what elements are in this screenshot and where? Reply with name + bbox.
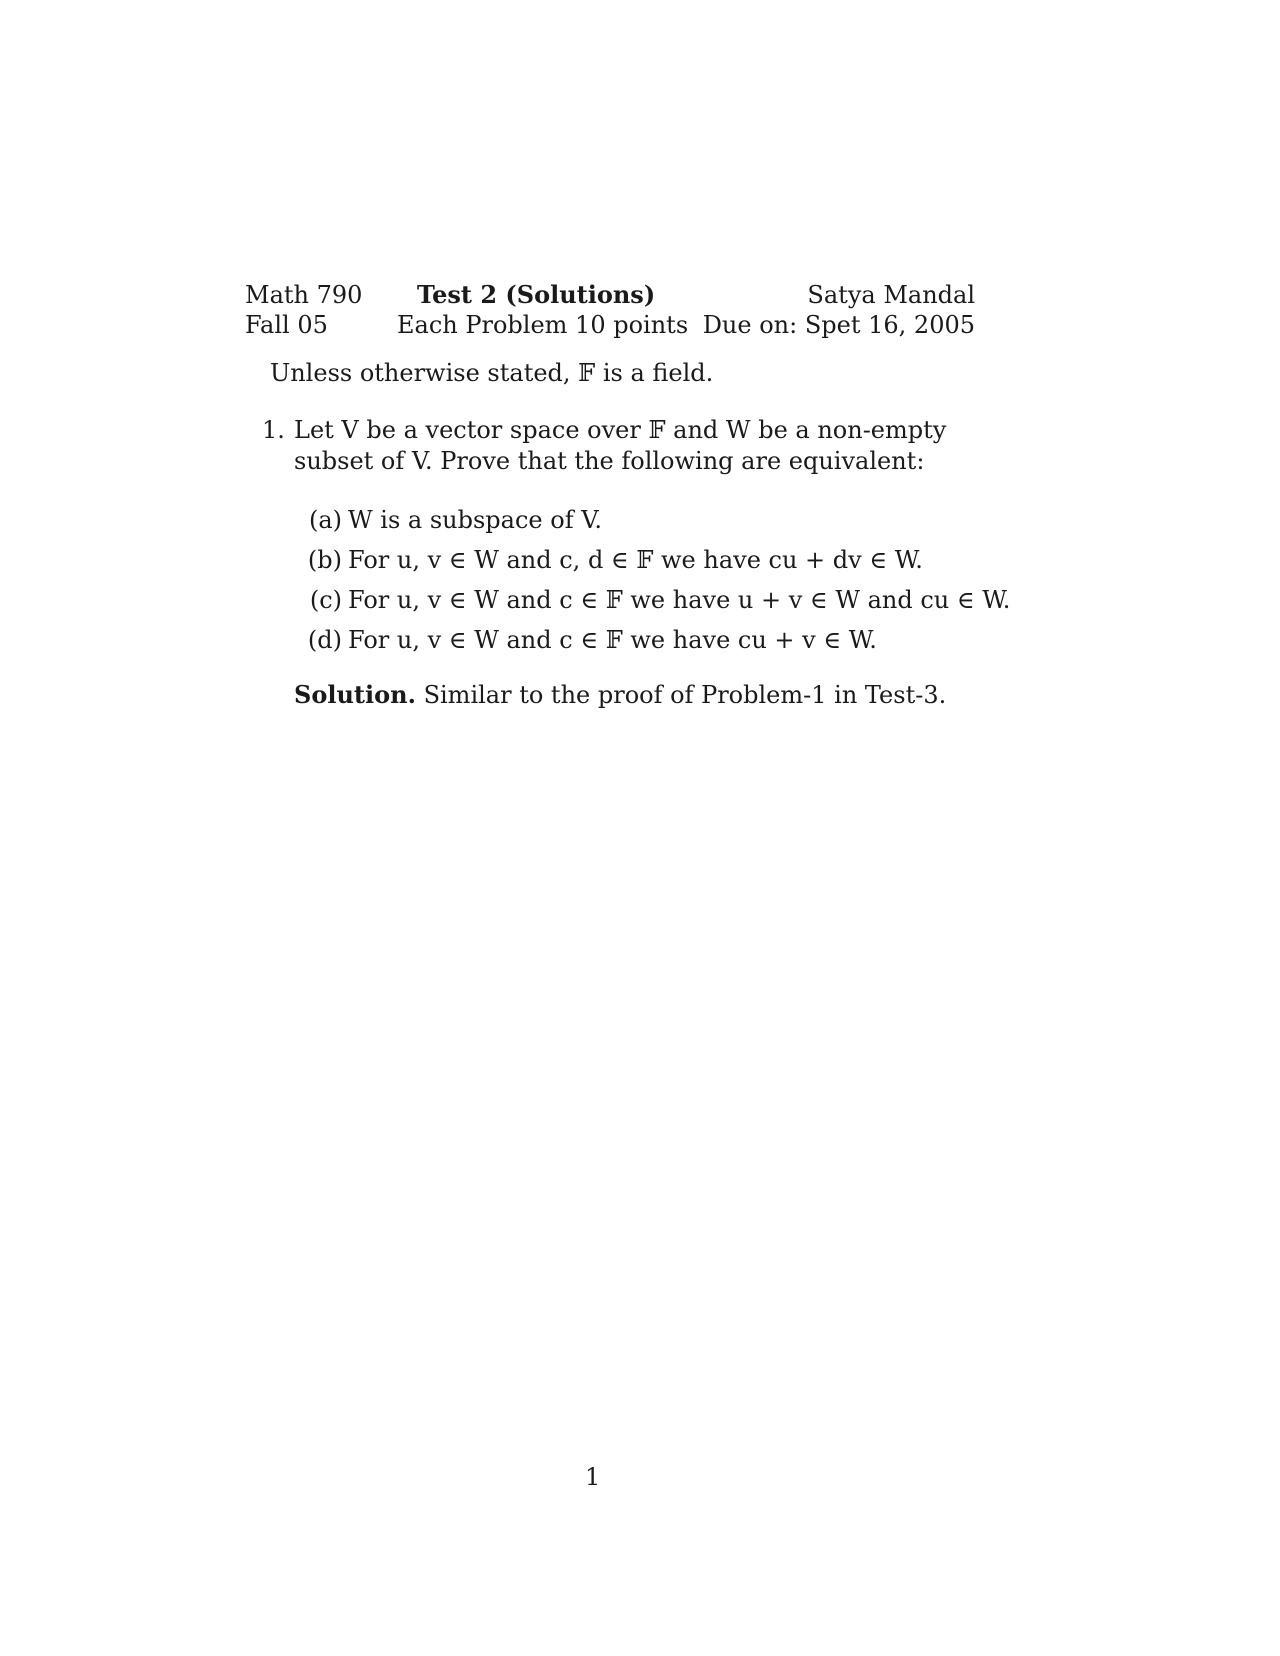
problem-part-c [302,580,1011,620]
solution-paragraph [294,680,946,710]
problem-part-a [302,500,1002,540]
solution-text: Similar to the proof of Problem-1 in Test-3. [423,681,947,709]
course-term: Fall 05 [245,311,328,339]
page-number: 1 [585,1463,601,1491]
problem-number: 1. [262,416,285,444]
document-header [245,280,975,342]
problem-parts-list [302,500,1011,660]
problem-1 [262,415,982,477]
problem-statement: Let V be a vector space over 𝔽 and W be a non-empty subset of V. Prove that the following are equivalent: [294,416,947,475]
part-label: (d) [307,626,342,654]
part-text: For u, v ∈ W and c ∈ 𝔽 we have u + v ∈ W and cu ∈ W. [348,586,1011,614]
points-note: Each Problem 10 points [397,311,689,339]
intro-statement: Unless otherwise stated, 𝔽 is a field. [270,359,714,387]
document-title: Test 2 (Solutions) [417,280,656,309]
due-date: Due on: Spet 16, 2005 [702,311,975,339]
part-label: (a) [308,506,342,534]
problem-part-d [302,620,1002,660]
part-text: For u, v ∈ W and c ∈ 𝔽 we have cu + v ∈ W. [348,626,877,654]
problem-part-b [302,540,1002,580]
solution-label: Solution. [294,680,416,709]
author-name: Satya Mandal [807,281,975,309]
part-text: For u, v ∈ W and c, d ∈ 𝔽 we have cu + dv ∈ W. [348,546,923,574]
part-label: (b) [307,546,342,574]
part-label: (c) [309,586,342,614]
part-text: W is a subspace of V. [348,506,602,534]
course-name: Math 790 [245,281,363,309]
